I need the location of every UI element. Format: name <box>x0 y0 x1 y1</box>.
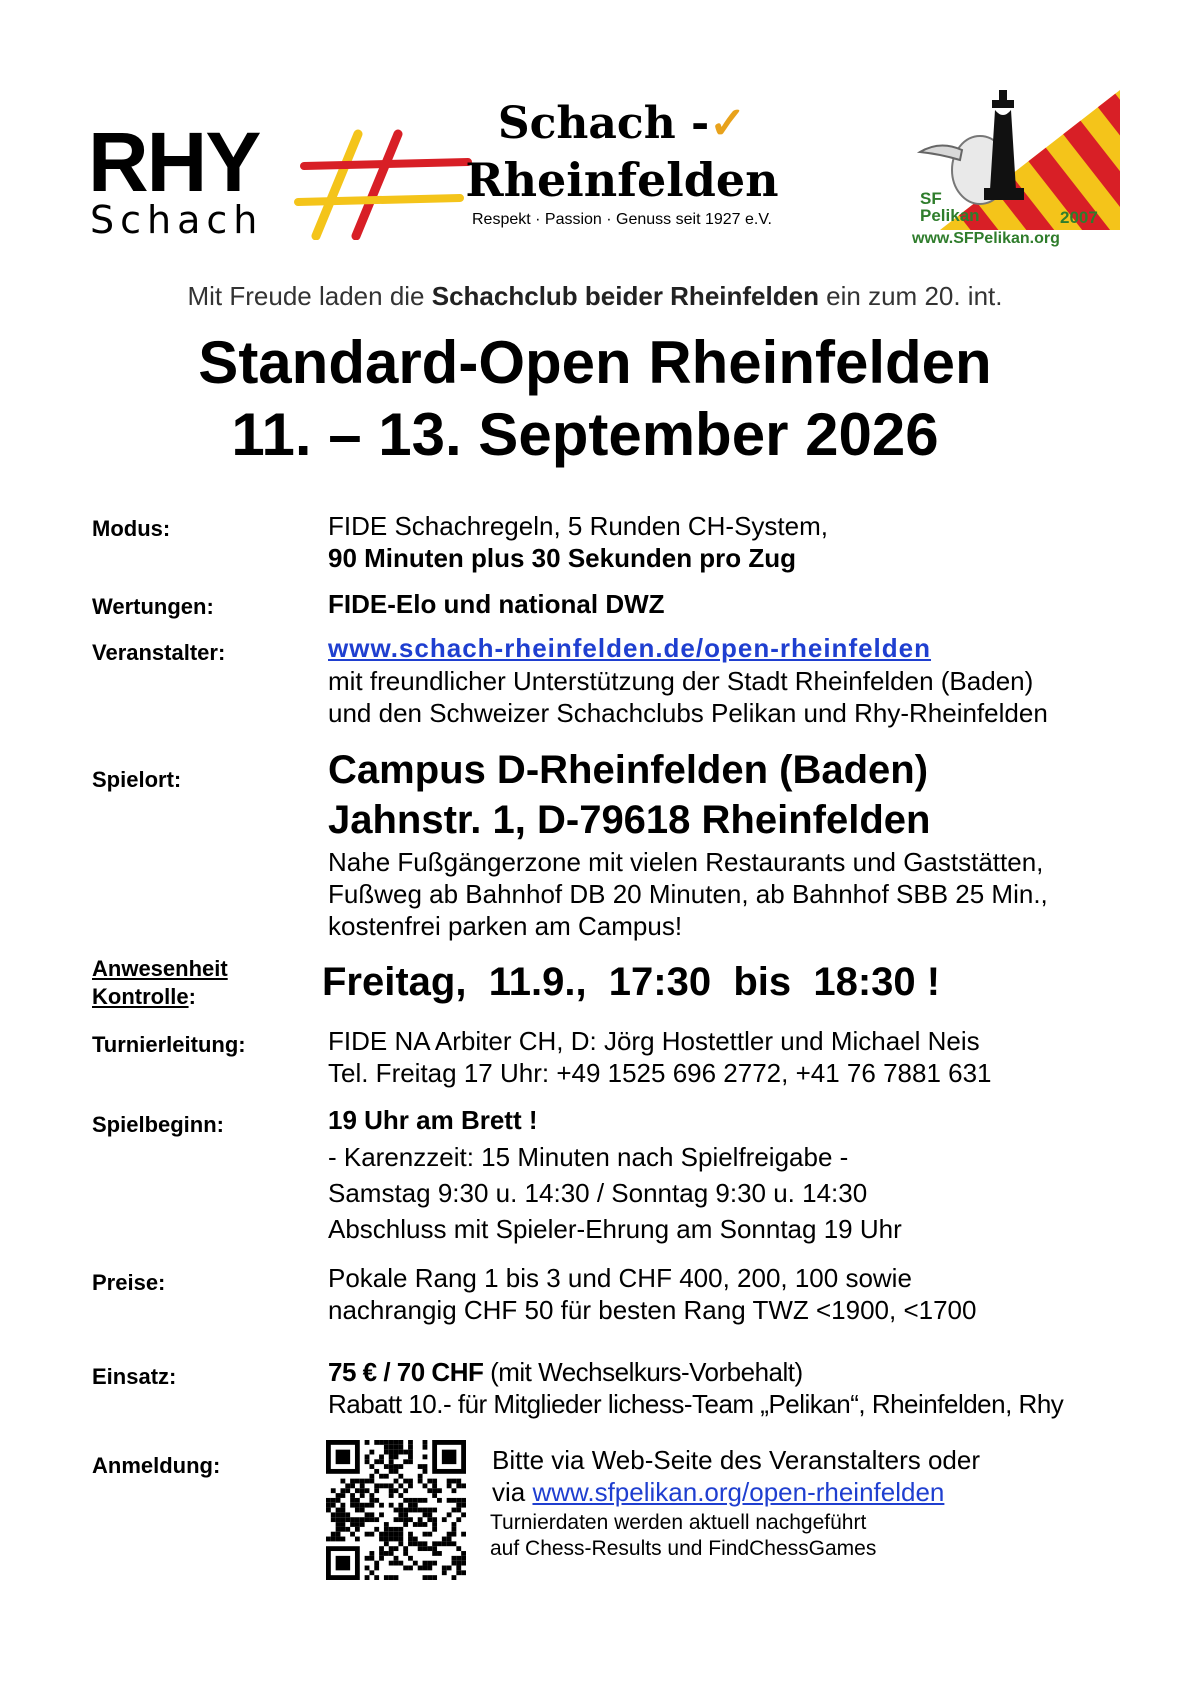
turnierleitung-line2: Tel. Freitag 17 Uhr: +49 1525 696 2772, +41 76 7881 631 <box>328 1058 992 1088</box>
anmeldung-link[interactable]: www.sfpelikan.org/open-rheinfelden <box>532 1477 945 1507</box>
modus-line1: FIDE Schachregeln, 5 Runden CH-System, <box>328 511 828 541</box>
preise-line1: Pokale Rang 1 bis 3 und CHF 400, 200, 100 sowie <box>328 1263 912 1293</box>
veranstalter-line2: mit freundlicher Unterstützung der Stadt Rheinfelden (Baden) <box>328 666 1034 696</box>
label-wertungen: Wertungen: <box>92 594 214 619</box>
einsatz-line1: 75 € / 70 CHF (mit Wechselkurs-Vorbehalt) <box>328 1357 803 1387</box>
label-modus: Modus: <box>92 516 171 541</box>
spielort-line5: kostenfrei parken am Campus! <box>328 911 683 941</box>
wertungen-value: FIDE-Elo und national DWZ <box>328 589 665 619</box>
label-kontrolle: Kontrolle: <box>92 984 196 1009</box>
rhy-logo-subtext: Schach <box>90 198 264 242</box>
rhy-schach-logo <box>88 115 408 242</box>
schach-logo-line1: Schach -✓ <box>497 98 747 149</box>
registration-qr-code[interactable] <box>326 1440 466 1580</box>
spielbeginn-line2: - Karenzzeit: 15 Minuten nach Spielfreigabe - <box>328 1142 849 1172</box>
spielort-line1: Campus D-Rheinfelden (Baden) <box>328 748 929 792</box>
einsatz-line2: Rabatt 10.- für Mitglieder lichess-Team „Pelikan“, Rheinfelden, Rhy <box>328 1389 1064 1419</box>
label-anmeldung: Anmeldung: <box>92 1453 221 1478</box>
spielbeginn-line4: Abschluss mit Spieler-Ehrung am Sonntag 19 Uhr <box>328 1214 902 1244</box>
page-title: Standard-Open Rheinfelden <box>198 329 992 396</box>
spielort-line2: Jahnstr. 1, D-79618 Rheinfelden <box>328 798 931 842</box>
pelikan-logo-sf: SF Pelikan <box>920 189 980 225</box>
checkmark-icon: ✓ <box>709 98 747 149</box>
preise-line2: nachrangig CHF 50 für besten Rang TWZ <1900, <1700 <box>328 1295 977 1325</box>
pelikan-logo-url: www.SFPelikan.org <box>912 230 1060 247</box>
sf-pelikan-logo <box>900 80 1120 255</box>
schach-logo-line2: Rheinfelden <box>465 153 779 207</box>
anmeldung-line3: Turnierdaten werden aktuell nachgeführt <box>490 1511 867 1534</box>
label-preise: Preise: <box>92 1270 166 1295</box>
anwesenheit-value: Freitag, 11.9., 17:30 bis 18:30 ! <box>322 960 941 1004</box>
label-turnierleitung: Turnierleitung: <box>92 1032 246 1057</box>
anmeldung-line2: via www.sfpelikan.org/open-rheinfelden <box>492 1477 945 1507</box>
rhy-logo-text: RHY <box>88 115 260 209</box>
label-anwesenheit: Anwesenheit <box>92 956 228 981</box>
label-veranstalter: Veranstalter: <box>92 640 226 665</box>
label-einsatz: Einsatz: <box>92 1364 177 1389</box>
modus-line2: 90 Minuten plus 30 Sekunden pro Zug <box>328 543 797 573</box>
turnierleitung-line1: FIDE NA Arbiter CH, D: Jörg Hostettler und Michael Neis <box>328 1026 980 1056</box>
veranstalter-link[interactable]: www.schach-rheinfelden.de/open-rheinfelden <box>328 633 932 663</box>
pelikan-logo-year: 2007 <box>1060 208 1098 227</box>
label-spielbeginn: Spielbeginn: <box>92 1112 224 1137</box>
event-date: 11. – 13. September 2026 <box>231 401 939 468</box>
hash-icon <box>288 128 478 240</box>
veranstalter-line3: und den Schweizer Schachclubs Pelikan und Rhy-Rheinfelden <box>328 698 1048 728</box>
spielbeginn-line3: Samstag 9:30 u. 14:30 / Sonntag 9:30 u. 14:30 <box>328 1178 868 1208</box>
spielbeginn-line1: 19 Uhr am Brett ! <box>328 1105 538 1135</box>
anmeldung-line4: auf Chess-Results und FindChessGames <box>490 1537 877 1560</box>
label-spielort: Spielort: <box>92 767 182 792</box>
anmeldung-line1: Bitte via Web-Seite des Veranstalters oder <box>492 1445 980 1475</box>
schach-logo-tagline: Respekt · Passion · Genuss seit 1927 e.V. <box>471 211 772 228</box>
spielort-line3: Nahe Fußgängerzone mit vielen Restaurants und Gaststätten, <box>328 847 1044 877</box>
spielort-line4: Fußweg ab Bahnhof DB 20 Minuten, ab Bahnhof SBB 25 Min., <box>328 879 1048 909</box>
intro-text: Mit Freude laden die Schachclub beider Rheinfelden ein zum 20. int. <box>187 281 1003 311</box>
schach-rheinfelden-logo <box>452 98 792 238</box>
